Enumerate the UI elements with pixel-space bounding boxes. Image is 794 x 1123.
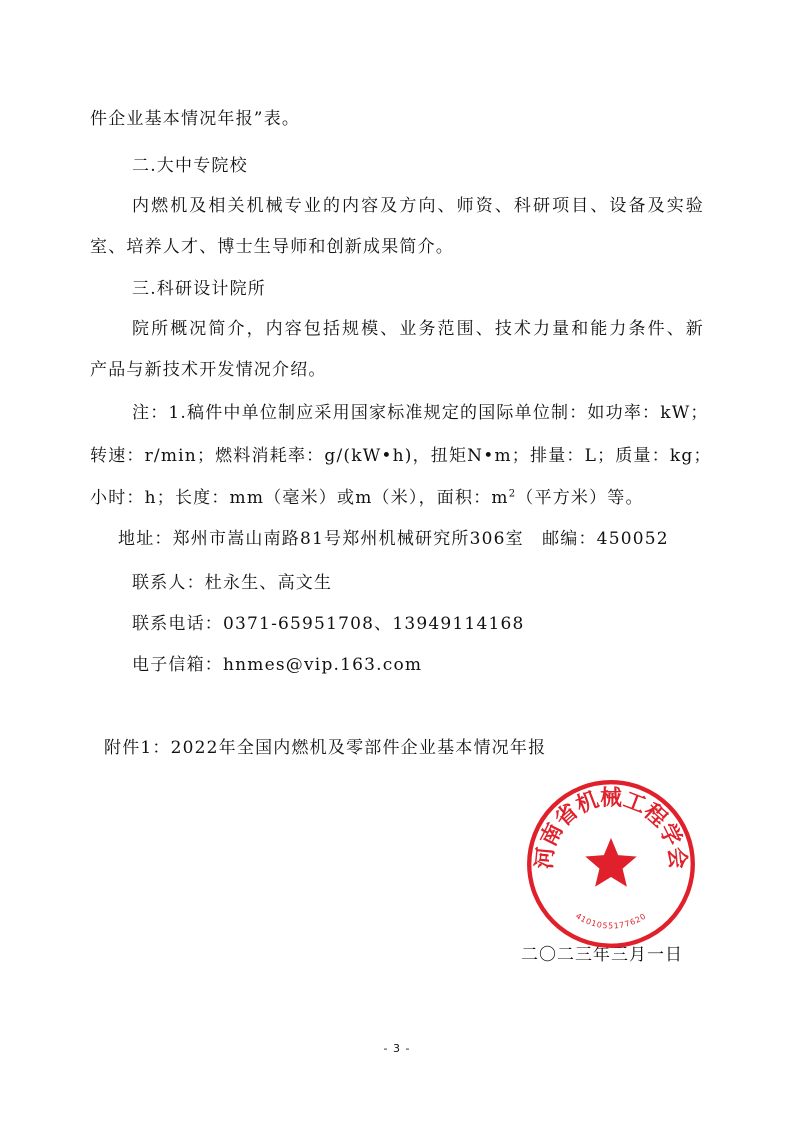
colleges-text-line-1: 内燃机及相关机械专业的内容及方向、师资、科研项目、设备及实验 <box>132 196 704 216</box>
star-icon <box>585 838 636 887</box>
note-line-2: 转速：r/min；燃料消耗率：g/(kW•h)，扭矩N•m；排量：L；质量：kg； <box>90 446 712 466</box>
note-line-3 <box>90 483 644 508</box>
attachment-title: 附件1：2022年全国内燃机及零部件企业基本情况年报 <box>104 738 547 758</box>
seal-organization-name: 河南省机械工程学会 <box>532 786 690 871</box>
note-line-3-text: 小时：h；长度：mm（毫米）或m（米），面积：m <box>90 488 509 508</box>
address-line: 地址：郑州市嵩山南路81号郑州机械研究所306室 邮编：450052 <box>118 529 669 549</box>
contact-phone: 联系电话：0371-65951708、13949114168 <box>132 614 525 634</box>
section-heading-colleges: 二.大中专院校 <box>132 156 248 176</box>
paragraph-end-line: 件企业基本情况年报”表。 <box>90 109 301 129</box>
section-heading-institutes: 三.科研设计院所 <box>132 279 267 299</box>
issue-date: 二〇二三年三月一日 <box>521 945 683 965</box>
seal-code-number: 4101055177620 <box>574 911 648 931</box>
contact-person: 联系人：杜永生、高文生 <box>132 573 333 593</box>
institutes-text-line-2: 产品与新技术开发情况介绍。 <box>90 360 327 380</box>
note-line-1: 注：1.稿件中单位制应采用国家标准规定的国际单位制：如功率：kW； <box>132 403 709 423</box>
superscript-two: 2 <box>508 488 517 500</box>
note-line-3-text-end: （平方米）等。 <box>516 488 644 508</box>
page-number: - 3 - <box>383 1042 411 1055</box>
institutes-text-line-1: 院所概况简介，内容包括规模、业务范围、技术力量和能力条件、新 <box>132 319 704 339</box>
official-seal <box>524 777 698 951</box>
contact-email: 电子信箱：hnmes@vip.163.com <box>132 655 423 675</box>
colleges-text-line-2: 室、培养人才、博士生导师和创新成果简介。 <box>90 237 454 257</box>
